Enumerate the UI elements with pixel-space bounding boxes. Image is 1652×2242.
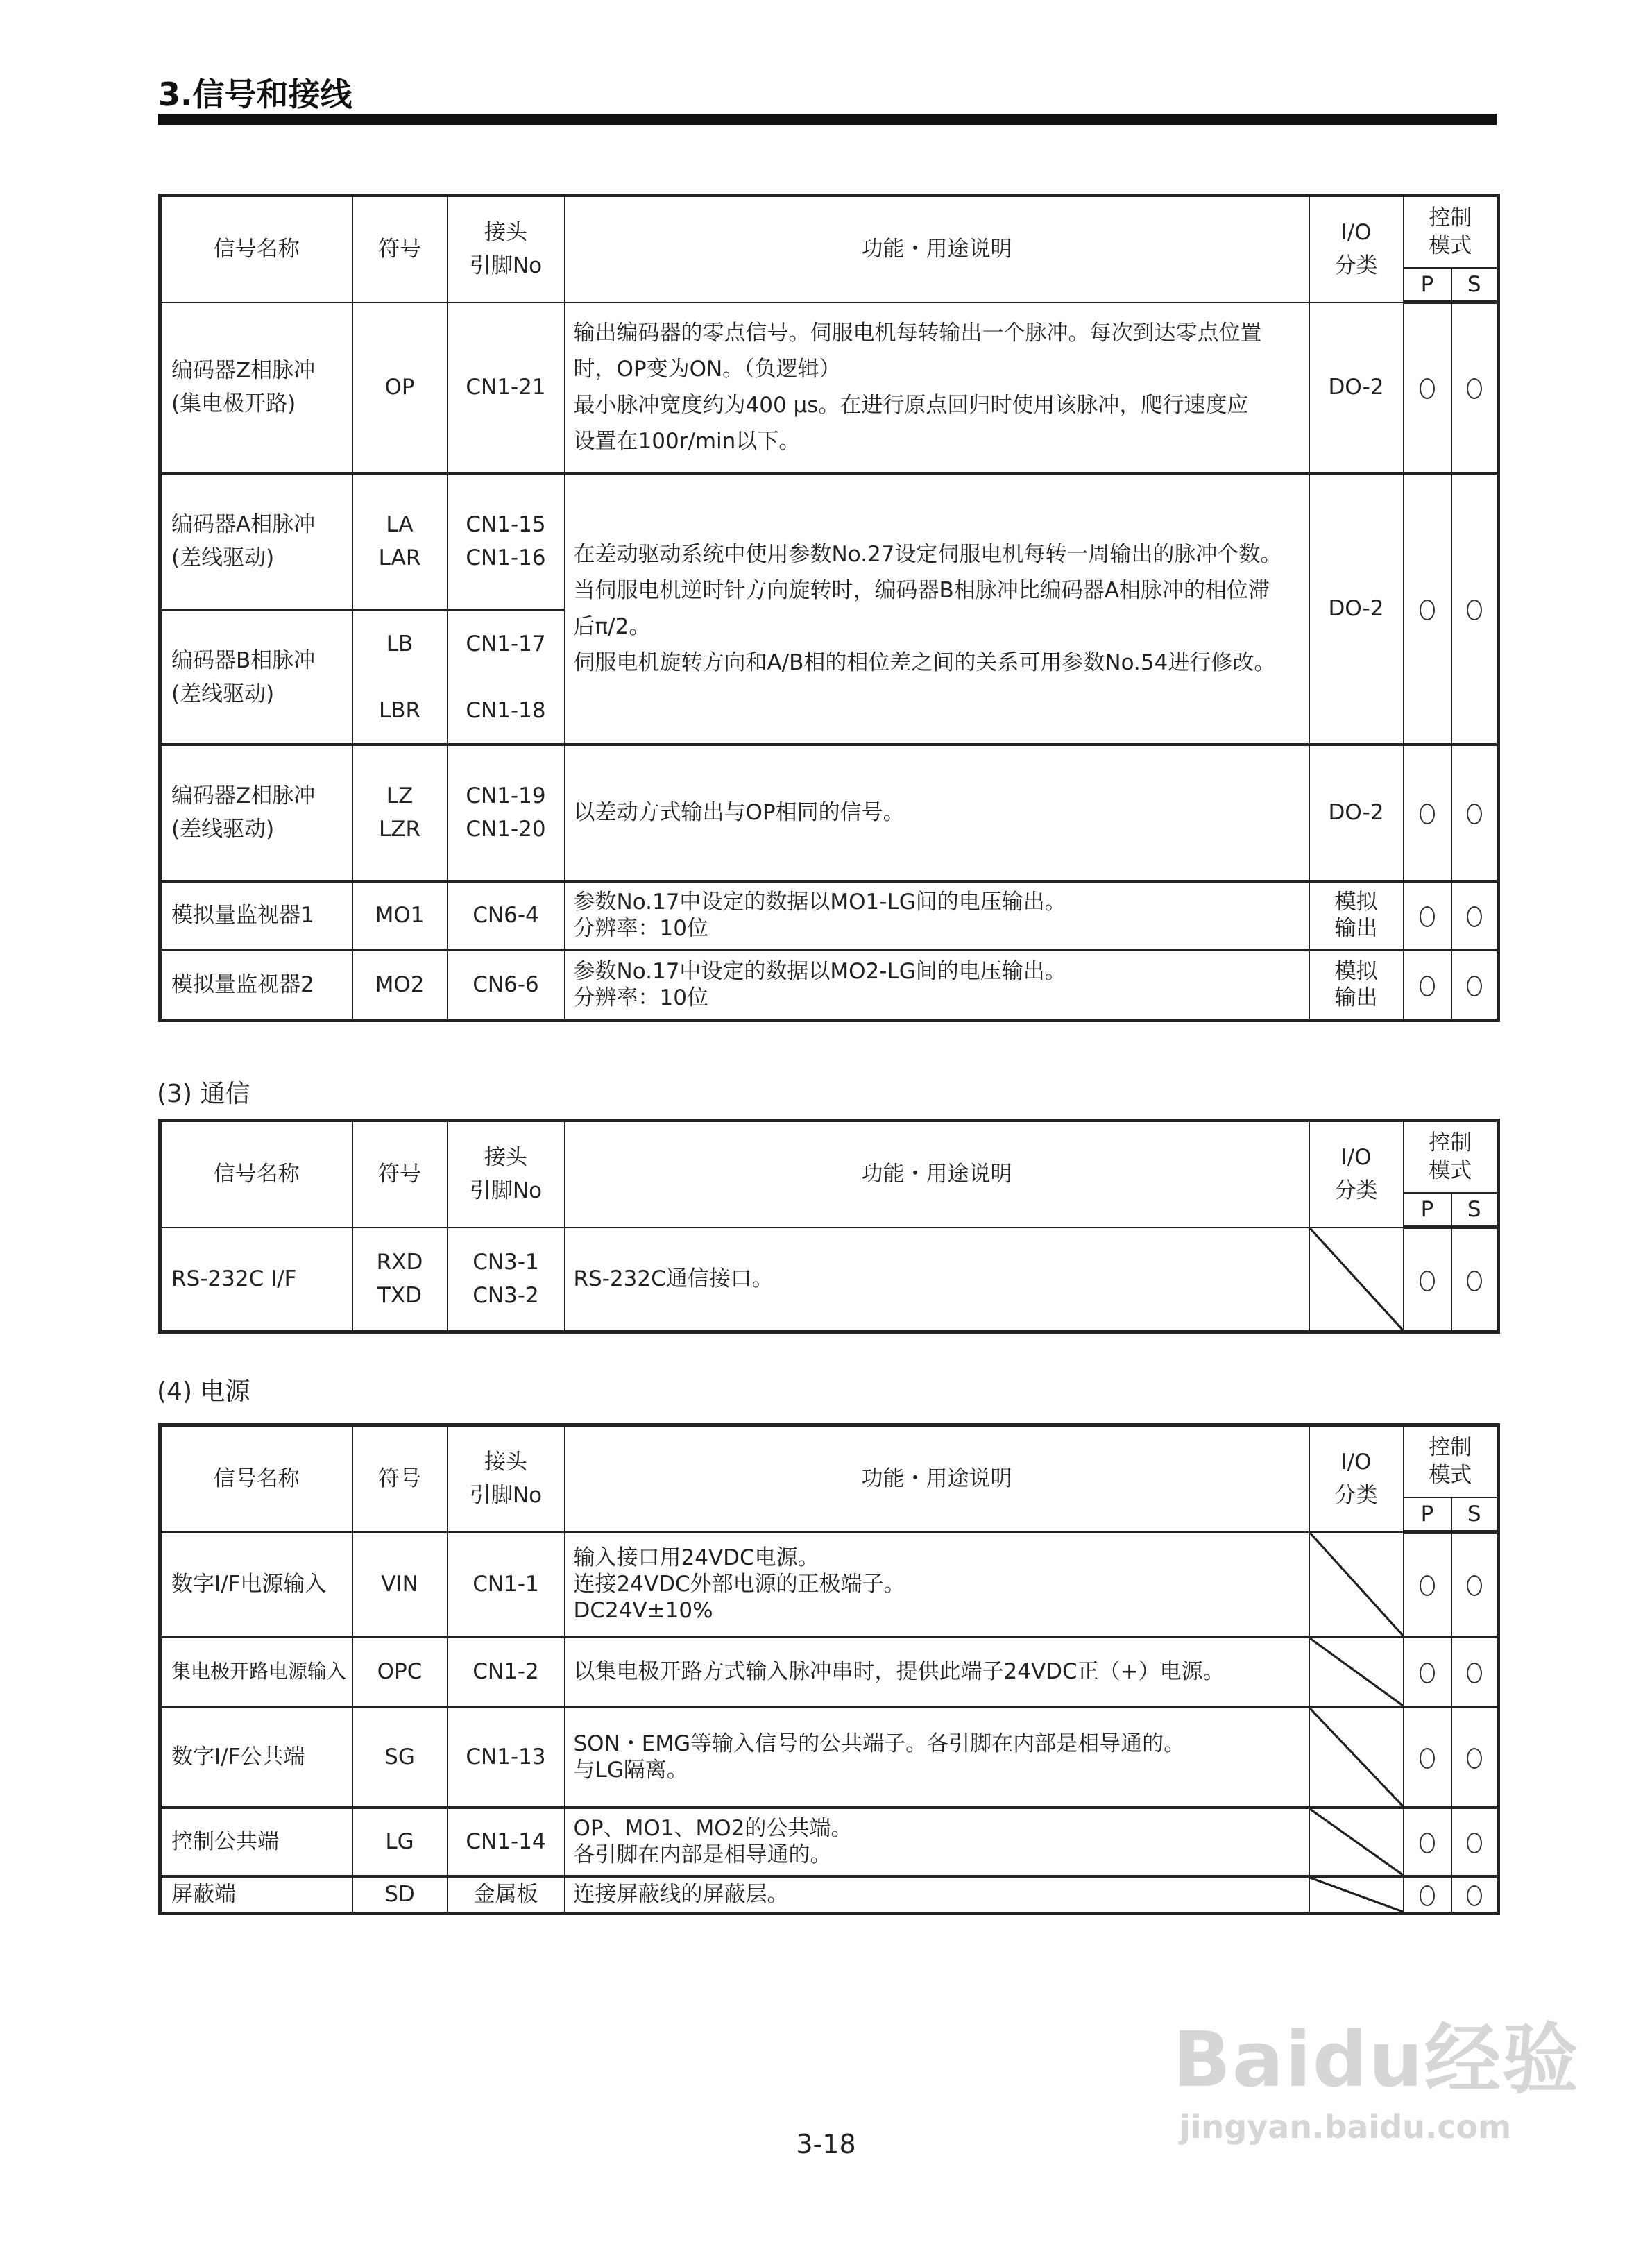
description-line: OP、MO1、MO2的公共端。 (573, 1816, 853, 1841)
signal-name (160, 1707, 352, 1808)
mode-p-supported-mark (1420, 1885, 1435, 1906)
io-class (1309, 881, 1404, 950)
mode-s-cell (1451, 881, 1499, 950)
function-description (565, 1707, 1309, 1808)
mode-p-supported-mark (1420, 804, 1435, 824)
signal-symbol (352, 745, 448, 881)
signal-symbol-line: LZR (378, 817, 421, 842)
mode-p-cell (1404, 1532, 1451, 1637)
header-symbol-line: 符号 (378, 237, 421, 262)
connector-pin (448, 473, 565, 610)
description-line: RS-232C通信接口。 (573, 1266, 774, 1292)
signal-name-line: (集电极开路) (171, 391, 296, 416)
signal-name-line: RS-232C I/F (171, 1266, 297, 1292)
mode-p-cell (1404, 1808, 1451, 1876)
header-function (565, 196, 1309, 303)
description-line: 最小脉冲宽度约为400 μs。在进行原点回归时使用该脉冲，爬行速度应 (573, 393, 1249, 418)
watermark-url: jingyan.baidu.com (1180, 2108, 1512, 2146)
signal-symbol (352, 1228, 448, 1332)
connector-pin-line: CN3-2 (472, 1283, 539, 1309)
mode-s-cell (1451, 1637, 1499, 1707)
description-line: 各引脚在内部是相导通的。 (573, 1842, 832, 1867)
header-control-mode (1404, 1121, 1499, 1193)
header-function (565, 1425, 1309, 1532)
signal-symbol-line: TXD (377, 1283, 423, 1309)
header-row (160, 196, 1499, 268)
description-line: 输入接口用24VDC电源。 (573, 1545, 819, 1570)
signal-name-line: 屏蔽端 (171, 1882, 236, 1908)
connector-pin-line: 金属板 (473, 1882, 538, 1908)
connector-pin-line: CN1-21 (466, 375, 546, 400)
mode-s-cell (1451, 1228, 1499, 1332)
signal-table (158, 1423, 1500, 1915)
connector-pin-line: CN1-14 (466, 1829, 546, 1854)
io-class (1309, 950, 1404, 1021)
subsection-title: (4) 电源 (157, 1377, 250, 1406)
mode-p-cell (1404, 1228, 1451, 1332)
signal-symbol-line: LA (386, 512, 414, 537)
signal-name (160, 1228, 352, 1332)
connector-pin-line: CN1-17 (466, 631, 546, 656)
header-function (565, 1121, 1309, 1228)
connector-pin-line: CN1-19 (466, 783, 546, 808)
table-row (160, 1808, 1499, 1876)
connector-pin-line: CN1-20 (466, 817, 546, 842)
mode-s-supported-mark (1467, 976, 1482, 996)
connector-pin-line: CN1-16 (466, 545, 546, 570)
mode-p-supported-mark (1420, 1748, 1435, 1769)
table-row (160, 881, 1499, 950)
header-control-mode-line: 控制 (1429, 1435, 1472, 1461)
page-number: 3-18 (796, 2129, 856, 2159)
function-description (565, 881, 1309, 950)
mode-p-cell (1404, 303, 1451, 473)
table-row (160, 745, 1499, 881)
mode-s-supported-mark (1467, 1885, 1482, 1906)
signal-symbol-line: LG (385, 1829, 414, 1854)
description-line: 在差动驱动系统中使用参数No.27设定伺服电机每转一周输出的脉冲个数。 (573, 542, 1282, 567)
description-line: 连接24VDC外部电源的正极端子。 (573, 1571, 905, 1597)
header-signal-name (160, 1121, 352, 1228)
header-function-line: 功能・用途说明 (861, 237, 1012, 262)
connector-pin (448, 1876, 565, 1914)
signal-name-line: 编码器A相脉冲 (171, 512, 316, 537)
function-description (565, 1808, 1309, 1876)
connector-pin (448, 745, 565, 881)
header-pin (448, 1425, 565, 1532)
header-pin-line: 接头 (484, 1145, 527, 1171)
io-class (1309, 1876, 1404, 1914)
signal-symbol-line: LZ (386, 783, 414, 808)
signal-symbol-line (353, 661, 447, 694)
connector-pin (448, 1228, 565, 1332)
io-class (1309, 1532, 1404, 1637)
header-mode-p: P (1404, 268, 1451, 303)
description-line: 后π/2。 (573, 614, 651, 639)
header-row (160, 1425, 1499, 1497)
header-io-class (1309, 1425, 1404, 1532)
header-control-mode-line: 模式 (1429, 233, 1472, 259)
signal-name-line: 模拟量监视器2 (171, 972, 314, 998)
io-class (1309, 303, 1404, 473)
description-line: 连接屏蔽线的屏蔽层。 (573, 1882, 789, 1908)
signal-symbol-line: SG (384, 1744, 415, 1769)
mode-s-supported-mark (1467, 600, 1482, 620)
header-signal-name-line: 信号名称 (213, 1162, 300, 1187)
description-line: 以差动方式输出与OP相同的信号。 (573, 800, 905, 825)
header-mode-s: S (1451, 268, 1499, 303)
mode-s-cell (1451, 303, 1499, 473)
mode-s-cell (1451, 473, 1499, 745)
header-io-class-line: 分类 (1334, 1483, 1378, 1509)
function-description (565, 1637, 1309, 1707)
connector-pin (448, 1808, 565, 1876)
mode-s-supported-mark (1467, 804, 1482, 824)
function-description (565, 303, 1309, 473)
connector-pin-line: CN3-1 (472, 1250, 539, 1275)
mode-s-supported-mark (1467, 1575, 1482, 1596)
io-class-line: 模拟 (1334, 890, 1378, 915)
header-control-mode-line: 模式 (1429, 1158, 1472, 1184)
mode-p-cell (1404, 745, 1451, 881)
mode-s-cell (1451, 1532, 1499, 1637)
mode-s-supported-mark (1467, 1663, 1482, 1683)
connector-pin (448, 1707, 565, 1808)
io-class-line: DO-2 (1328, 375, 1384, 400)
signal-symbol-line: SD (384, 1882, 415, 1908)
mode-p-supported-mark (1420, 600, 1435, 620)
signal-symbol-line: LB (386, 631, 414, 656)
signal-symbol-line: OPC (377, 1659, 423, 1684)
header-signal-name-line: 信号名称 (213, 1466, 300, 1492)
header-symbol-line: 符号 (378, 1466, 421, 1492)
io-class-line: 输出 (1334, 985, 1378, 1011)
header-pin-line: 引脚No (469, 1483, 543, 1509)
mode-s-cell (1451, 1876, 1499, 1914)
header-control-mode-line: 模式 (1429, 1463, 1472, 1488)
header-mode-p: P (1404, 1497, 1451, 1532)
header-mode-s: S (1451, 1193, 1499, 1228)
function-description (565, 745, 1309, 881)
connector-pin-line: CN1-13 (466, 1744, 546, 1769)
signal-symbol (352, 881, 448, 950)
description-line: 分辨率：10位 (573, 916, 708, 941)
section-title: 3.信号和接线 (158, 76, 352, 113)
table-row (160, 473, 1499, 610)
watermark-brand: Baidu经验 (1173, 2015, 1580, 2104)
table-row (160, 1228, 1499, 1332)
signal-name (160, 1876, 352, 1914)
io-class-line: 输出 (1334, 916, 1378, 941)
signal-table (158, 1119, 1500, 1334)
connector-pin (448, 881, 565, 950)
header-symbol (352, 1121, 448, 1228)
signal-name (160, 473, 352, 610)
signal-symbol (352, 303, 448, 473)
header-mode-s: S (1451, 1497, 1499, 1532)
baidu-watermark (1173, 1998, 1580, 2146)
description-line: 参数No.17中设定的数据以MO2-LG间的电压输出。 (573, 959, 1066, 985)
io-class (1309, 1707, 1404, 1808)
mode-s-cell (1451, 745, 1499, 881)
header-pin-line: 接头 (484, 220, 527, 246)
header-signal-name-line: 信号名称 (213, 237, 300, 262)
description-line: 设置在100r/min以下。 (573, 429, 801, 454)
signal-name-line: 模拟量监视器1 (171, 903, 314, 928)
signal-name-line: 编码器Z相脉冲 (171, 358, 316, 383)
header-control-mode-line: 控制 (1429, 205, 1472, 231)
signal-name (160, 1637, 352, 1707)
subsection-title: (3) 通信 (157, 1080, 250, 1108)
signal-symbol-line: MO1 (375, 903, 425, 928)
header-io-class-line: I/O (1340, 1450, 1372, 1475)
signal-symbol (352, 1808, 448, 1876)
header-symbol (352, 1425, 448, 1532)
mode-s-supported-mark (1467, 378, 1482, 399)
signal-symbol (352, 610, 448, 745)
io-class (1309, 745, 1404, 881)
io-class-line: DO-2 (1328, 596, 1384, 621)
connector-pin (448, 610, 565, 745)
io-class (1309, 1228, 1404, 1332)
mode-s-supported-mark (1467, 1748, 1482, 1769)
signal-table (158, 194, 1500, 1022)
mode-p-supported-mark (1420, 378, 1435, 399)
io-class-line: 模拟 (1334, 959, 1378, 985)
signal-name-line: (差线驱动) (171, 681, 275, 706)
description-line: SON・EMG等输入信号的公共端子。各引脚在内部是相导通的。 (573, 1731, 1186, 1756)
connector-pin-line: CN1-15 (466, 512, 546, 537)
header-function-line: 功能・用途说明 (861, 1466, 1012, 1492)
signal-symbol (352, 1876, 448, 1914)
header-pin-line: 引脚No (469, 1178, 543, 1204)
mode-p-cell (1404, 1707, 1451, 1808)
header-control-mode (1404, 196, 1499, 268)
signal-name-line: 数字I/F公共端 (171, 1744, 305, 1769)
signal-name-line: (差线驱动) (171, 817, 275, 842)
connector-pin-line: CN1-18 (466, 697, 546, 723)
signal-symbol (352, 1637, 448, 1707)
mode-p-cell (1404, 881, 1451, 950)
connector-pin-line: CN6-6 (472, 972, 539, 998)
signal-name (160, 1532, 352, 1637)
signal-symbol-line: LAR (378, 545, 421, 570)
table-row (160, 1707, 1499, 1808)
connector-pin-line (448, 661, 564, 694)
description-line: 伺服电机旋转方向和A/B相的相位差之间的关系可用参数No.54进行修改。 (573, 650, 1276, 675)
header-io-class-line: 分类 (1334, 1178, 1378, 1204)
signal-name (160, 881, 352, 950)
mode-p-cell (1404, 950, 1451, 1021)
signal-name (160, 610, 352, 745)
section-divider (158, 114, 1497, 125)
header-pin (448, 196, 565, 303)
table-row (160, 1532, 1499, 1637)
signal-name (160, 745, 352, 881)
mode-p-supported-mark (1420, 1833, 1435, 1853)
description-line: 以集电极开路方式输入脉冲串时，提供此端子24VDC正（+）电源。 (573, 1659, 1225, 1684)
function-description (565, 950, 1309, 1021)
header-io-class (1309, 196, 1404, 303)
signal-name (160, 1808, 352, 1876)
io-class (1309, 473, 1404, 745)
function-description (565, 473, 1309, 745)
mode-p-supported-mark (1420, 976, 1435, 996)
header-pin-line: 引脚No (469, 253, 543, 279)
header-signal-name (160, 196, 352, 303)
header-symbol-line: 符号 (378, 1162, 421, 1187)
description-line: 与LG隔离。 (573, 1758, 688, 1783)
header-function-line: 功能・用途说明 (861, 1162, 1012, 1187)
description-line: 输出编码器的零点信号。伺服电机每转输出一个脉冲。每次到达零点位置 (573, 321, 1262, 346)
mode-s-cell (1451, 950, 1499, 1021)
signal-name-line: 控制公共端 (171, 1829, 279, 1854)
table-row (160, 1637, 1499, 1707)
header-row (160, 1121, 1499, 1193)
header-pin (448, 1121, 565, 1228)
description-line: 分辨率：10位 (573, 985, 708, 1011)
io-class (1309, 1637, 1404, 1707)
header-io-class-line: 分类 (1334, 253, 1378, 279)
signal-symbol-line: VIN (381, 1571, 418, 1597)
header-signal-name (160, 1425, 352, 1532)
signal-name-line: 编码器Z相脉冲 (171, 783, 316, 808)
signal-symbol-line: MO2 (375, 972, 425, 998)
connector-pin (448, 950, 565, 1021)
mode-s-cell (1451, 1707, 1499, 1808)
description-line: 时，OP变为ON。（负逻辑） (573, 357, 841, 382)
function-description (565, 1228, 1309, 1332)
header-io-class (1309, 1121, 1404, 1228)
connector-pin-line: CN1-2 (472, 1659, 539, 1684)
signal-name-line: (差线驱动) (171, 545, 275, 570)
header-io-class-line: I/O (1340, 220, 1372, 246)
signal-symbol-line: RXD (376, 1250, 423, 1275)
function-description (565, 1876, 1309, 1914)
signal-name-line: 集电极开路电源输入 (171, 1660, 347, 1683)
connector-pin (448, 1532, 565, 1637)
mode-p-supported-mark (1420, 1575, 1435, 1596)
signal-name (160, 303, 352, 473)
table-row (160, 303, 1499, 473)
signal-name-line: 编码器B相脉冲 (171, 647, 316, 673)
mode-p-supported-mark (1420, 1663, 1435, 1683)
signal-name (160, 950, 352, 1021)
table-row (160, 950, 1499, 1021)
io-class-line: DO-2 (1328, 800, 1384, 825)
function-description (565, 1532, 1309, 1637)
description-line: 当伺服电机逆时针方向旋转时，编码器B相脉冲比编码器A相脉冲的相位滞 (573, 578, 1270, 603)
signal-symbol (352, 1532, 448, 1637)
description-line: DC24V±10% (573, 1597, 713, 1623)
signal-symbol (352, 473, 448, 610)
signal-symbol-line: LBR (378, 697, 421, 723)
mode-s-supported-mark (1467, 1271, 1482, 1291)
signal-symbol-line: OP (384, 375, 415, 400)
mode-s-cell (1451, 1808, 1499, 1876)
signal-symbol (352, 1707, 448, 1808)
header-control-mode (1404, 1425, 1499, 1497)
connector-pin-line: CN1-1 (472, 1571, 539, 1597)
header-mode-p: P (1404, 1193, 1451, 1228)
mode-p-cell (1404, 473, 1451, 745)
header-pin-line: 接头 (484, 1450, 527, 1475)
mode-s-supported-mark (1467, 906, 1482, 927)
header-symbol (352, 196, 448, 303)
header-control-mode-line: 控制 (1429, 1130, 1472, 1156)
header-io-class-line: I/O (1340, 1145, 1372, 1171)
mode-p-supported-mark (1420, 906, 1435, 927)
signal-name-line: 数字I/F电源输入 (171, 1571, 327, 1597)
mode-s-supported-mark (1467, 1833, 1482, 1853)
connector-pin (448, 1637, 565, 1707)
connector-pin (448, 303, 565, 473)
mode-p-cell (1404, 1637, 1451, 1707)
description-line: 参数No.17中设定的数据以MO1-LG间的电压输出。 (573, 890, 1066, 915)
connector-pin-line: CN6-4 (472, 903, 539, 928)
table-row (160, 1876, 1499, 1914)
signal-symbol (352, 950, 448, 1021)
io-class (1309, 1808, 1404, 1876)
mode-p-supported-mark (1420, 1271, 1435, 1291)
mode-p-cell (1404, 1876, 1451, 1914)
